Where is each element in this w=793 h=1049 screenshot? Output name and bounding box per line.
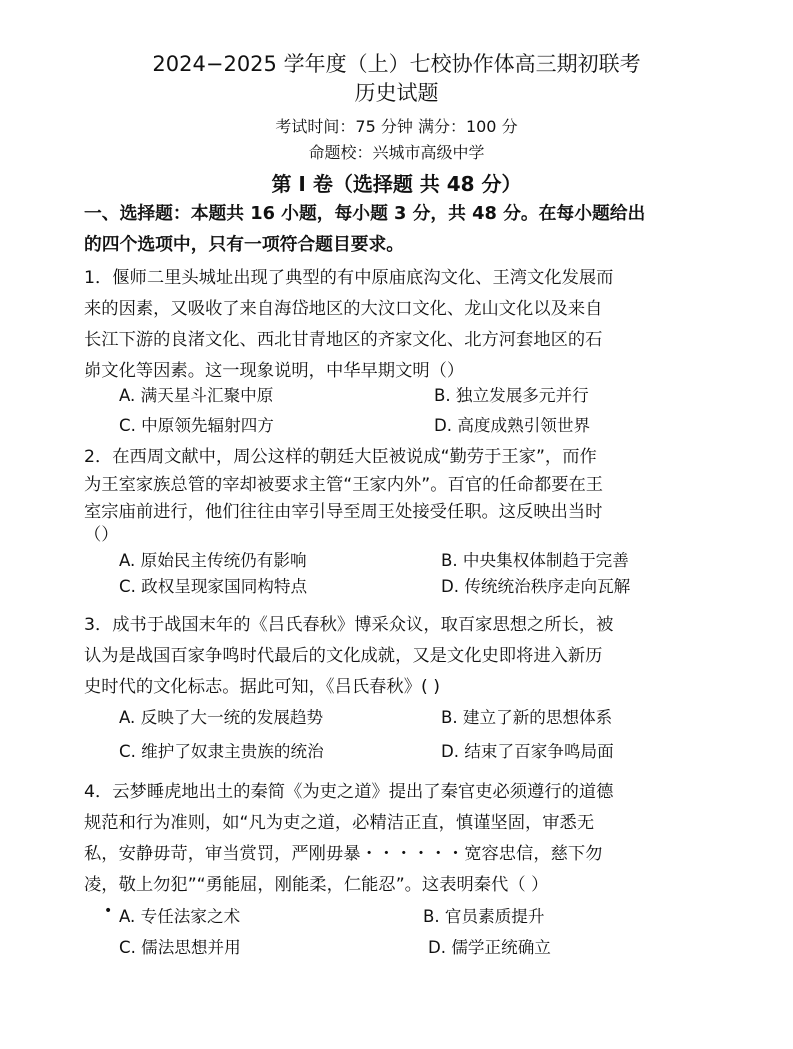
question-1-option-d: D. 高度成熟引领世界 (434, 416, 591, 435)
section-instruction-line-1: 一、选择题：本题共 16 小题，每小题 3 分，共 48 分。在每小题给出 (84, 203, 646, 224)
question-4-line-4: 凌，敬上勿犯”“勇能屈，刚能柔，仁能忍”。这表明秦代（ ） (84, 875, 549, 895)
question-3-line-2: 认为是战国百家争鸣时代最后的文化成就，又是文化史即将进入新历 (84, 646, 603, 666)
question-4-option-a: A. 专任法家之术 (119, 907, 241, 926)
question-4-option-d: D. 儒学正统确立 (428, 938, 551, 957)
question-1-option-a: A. 满天星斗汇聚中原 (119, 386, 274, 405)
question-2-line-4: （） (84, 525, 119, 545)
question-4-line-2: 规范和行为准则，如“凡为吏之道，必精洁正直，慎谨坚固，审悉无 (84, 813, 595, 833)
question-1-line-1: 1．偃师二里头城址出现了典型的有中原庙底沟文化、王湾文化发展而 (84, 268, 614, 288)
question-3-option-a: A. 反映了大一统的发展趋势 (119, 708, 324, 727)
question-3-line-1: 3．成书于战国末年的《吕氏春秋》博采众议，取百家思想之所长，被 (84, 615, 614, 635)
question-2-line-2: 为王室家族总管的宰却被要求主管“王家内外”。百官的任命都要在王 (84, 475, 604, 495)
question-3-line-3: 史时代的文化标志。据此可知，《吕氏春秋》( ) (84, 677, 440, 697)
question-2-line-1: 2．在西周文献中，周公这样的朝廷大臣被说成“勤劳于王家”，而作 (84, 447, 597, 467)
part-title: 第 I 卷（选择题 共 48 分） (271, 172, 522, 196)
exam-info: 考试时间：75 分钟 满分：100 分 (275, 117, 518, 136)
question-2-option-a: A. 原始民主传统仍有影响 (119, 551, 307, 570)
exam-title: 2024−2025 学年度（上）七校协作体高三期初联考 (152, 52, 641, 76)
question-4-option-c: C. 儒法思想并用 (119, 938, 241, 957)
question-3-option-b: B. 建立了新的思想体系 (441, 708, 613, 727)
question-3-option-c: C. 维护了奴隶主贵族的统治 (119, 742, 324, 761)
question-2-option-c: C. 政权呈现家国同构特点 (119, 577, 308, 596)
question-2-option-b: B. 中央集权体制趋于完善 (441, 551, 629, 570)
question-3-option-d: D. 结束了百家争鸣局面 (441, 742, 614, 761)
question-1-line-2: 来的因素，又吸收了来自海岱地区的大汶口文化、龙山文化以及来自 (84, 299, 603, 319)
section-instruction-line-2: 的四个选项中，只有一项符合题目要求。 (84, 234, 405, 255)
subject-title: 历史试题 (354, 81, 439, 105)
question-2-line-3: 室宗庙前进行，他们往往由宰引导至周王处接受任职。这反映出当时 (84, 502, 603, 522)
question-1-option-c: C. 中原领先辐射四方 (119, 416, 274, 435)
question-4-option-b: B. 官员素质提升 (423, 907, 545, 926)
question-4-line-3: 私，安静毋苛，审当赏罚，严刚毋暴・・・・・・宽容忠信，慈下勿 (84, 844, 603, 864)
bullet-marker: • (104, 903, 113, 919)
school-info: 命题校：兴城市高级中学 (308, 143, 485, 162)
question-4-line-1: 4．云梦睡虎地出土的秦简《为吏之道》提出了秦官吏必须遵行的道德 (84, 782, 614, 802)
question-2-option-d: D. 传统统治秩序走向瓦解 (441, 577, 631, 596)
question-1-line-3: 长江下游的良渚文化、西北甘青地区的齐家文化、北方河套地区的石 (84, 330, 603, 350)
question-1-line-4: 峁文化等因素。这一现象说明，中华早期文明（） (84, 361, 465, 381)
question-1-option-b: B. 独立发展多元并行 (434, 386, 589, 405)
